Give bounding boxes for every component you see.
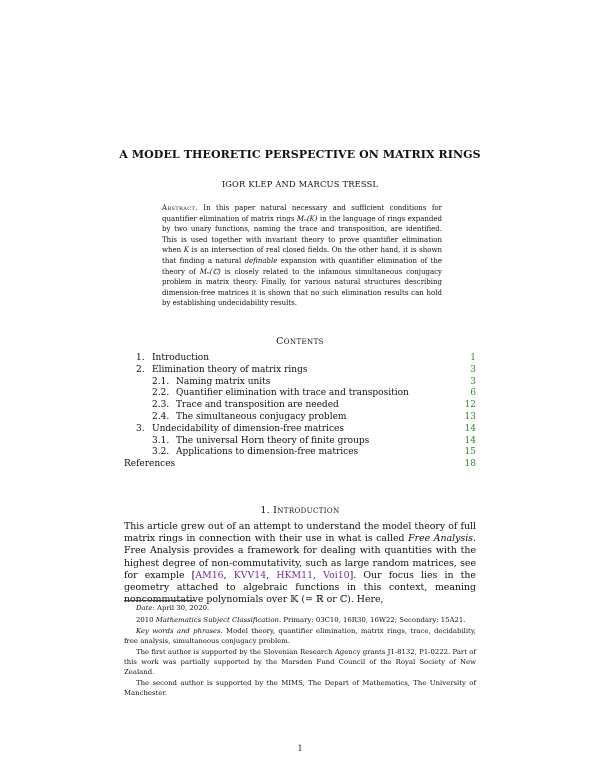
footnote-keywords xyxy=(124,627,476,646)
toc-entry[interactable] xyxy=(124,459,476,471)
citation-link[interactable]: HKM11 xyxy=(276,569,314,581)
toc-label: Quantifier elimination with trace and transposition xyxy=(176,388,409,399)
toc-label: Undecidability of dimension-free matrices xyxy=(152,423,344,434)
toc-page-link[interactable]: 18 xyxy=(464,459,476,470)
footnote-support-first-author: The first author is supported by the Slovenian Research Agency grants J1-8132, P1-0222. Part of this work was partially supported by the Marsden Fund Council of the Royal Society of New Zealand. xyxy=(124,648,476,676)
toc-number: 3.1. xyxy=(152,435,170,446)
toc-number: 2.3. xyxy=(152,400,170,411)
footnote-label: Key words and phrases. xyxy=(136,627,223,636)
intro-paragraph xyxy=(124,521,476,606)
citation-link[interactable]: AM16 xyxy=(195,569,224,581)
footnote-text: : April 30, 2020. xyxy=(152,604,210,612)
abstract-text: in the language of rings expanded by two unary functions, naming the trace and transposition, are identified. This is used together with invariant theory to prove quantifier elimination when xyxy=(162,214,442,255)
abstract-label: Abstract. xyxy=(162,204,198,212)
toc-page-link[interactable]: 1 xyxy=(470,353,476,363)
toc-entry[interactable] xyxy=(124,436,476,448)
toc-number: 3.2. xyxy=(152,447,170,458)
toc-entry[interactable] xyxy=(124,388,476,400)
footnote-date xyxy=(124,604,476,614)
page-number: 1 xyxy=(297,744,303,753)
abstract xyxy=(162,203,442,309)
footnote-text: 2010 xyxy=(136,615,156,624)
body-emphasis: Free Analysis xyxy=(408,533,473,545)
toc-number: 1. xyxy=(136,353,145,363)
contents-heading: Contents xyxy=(276,336,324,347)
citation-separator: , xyxy=(223,569,234,581)
toc-page-link[interactable]: 13 xyxy=(464,411,476,422)
toc-page-link[interactable]: 3 xyxy=(470,364,476,375)
body-text: This article grew out of an attempt to understand the model theory of full matrix rings in connection with their use in what is called xyxy=(124,521,476,545)
body-text: . Free Analysis provides a framework for dealing with quantities with the highest degree of non-commutativity, such as large random matrices, see for example [ xyxy=(124,533,476,581)
abstract-math: Mₙ(K) xyxy=(296,214,318,223)
toc-label: The universal Horn theory of finite groups xyxy=(176,435,370,446)
toc-page-link[interactable]: 14 xyxy=(464,423,476,434)
toc-label: Introduction xyxy=(152,353,209,363)
toc-number: 2.1. xyxy=(152,376,170,387)
toc-page-link[interactable]: 3 xyxy=(470,376,476,387)
toc-number: 2.2. xyxy=(152,388,170,399)
toc-label: References xyxy=(124,459,176,470)
abstract-text: In this paper natural necessary and sufficient conditions for quantifier elimination of matrix rings xyxy=(162,204,442,223)
section-heading xyxy=(0,505,600,516)
toc-entry[interactable] xyxy=(124,377,476,389)
section-number: 1. xyxy=(260,505,270,516)
footnote-label: Mathematics Subject Classification. xyxy=(155,615,282,624)
section-title: Introduction xyxy=(273,505,340,516)
footnotes xyxy=(124,604,476,700)
abstract-text: is closely related to the infamous simultaneous conjugacy problem in matrix theory. Finally, for various natural structures describing dimension-free matrices it is shown that no such elimination results can hold by establishing undecidability results. xyxy=(162,267,443,308)
body-text: ]. Our focus lies in the geometry attached to algebraic functions in this context, meaning noncommutative polynomials over 𝕂 (= ℝ or ℂ). Here, xyxy=(124,569,476,606)
toc-number: 3. xyxy=(136,423,145,434)
toc-entry[interactable] xyxy=(124,424,476,436)
toc-entry[interactable] xyxy=(124,412,476,424)
toc-label: The simultaneous conjugacy problem xyxy=(176,411,347,422)
citation-link[interactable]: Voi10 xyxy=(323,569,350,581)
footnote-rule xyxy=(124,600,196,601)
abstract-math: K xyxy=(183,246,190,255)
footnote-support-second-author: The second author is supported by the MIMS, The Depart of Mathematics, The University of Manchester. xyxy=(124,679,476,697)
toc-number: 2. xyxy=(136,364,145,375)
toc-page-link[interactable]: 12 xyxy=(464,400,476,411)
toc-page-link[interactable]: 14 xyxy=(464,435,476,446)
toc-page-link[interactable]: 6 xyxy=(470,388,476,399)
toc-label: Applications to dimension-free matrices xyxy=(176,447,359,458)
toc-label: Elimination theory of matrix rings xyxy=(152,364,308,375)
toc-number: 2.4. xyxy=(152,411,170,422)
citation-link[interactable]: KVV14 xyxy=(233,569,267,581)
toc-entry[interactable] xyxy=(124,447,476,459)
footnote-label: Date xyxy=(136,604,153,612)
toc-label: Trace and transposition are needed xyxy=(176,400,339,411)
toc-entry[interactable] xyxy=(124,353,476,365)
citation-separator: , xyxy=(266,569,277,581)
citation-separator: , xyxy=(313,569,324,581)
paper-title: A MODEL THEORETIC PERSPECTIVE ON MATRIX RINGS xyxy=(119,148,481,161)
table-of-contents xyxy=(124,353,476,471)
footnote-msc xyxy=(124,616,476,626)
footnote-text: Model theory, quantifier elimination, matrix rings, trace, decidability, free analysis, simultaneous conjugacy problem. xyxy=(124,627,476,645)
toc-entry[interactable] xyxy=(124,365,476,377)
footnote-text: Primary: 03C10, 16R30, 16W22; Secondary: 15A21. xyxy=(281,615,466,624)
abstract-math: Mₙ(ℂ) xyxy=(199,267,221,276)
abstract-text: is an intersection of real closed fields. On the other hand, it is shown that finding a natural xyxy=(162,246,442,265)
abstract-text: expansion with quantifier elimination of the theory of xyxy=(162,256,443,276)
toc-entry[interactable] xyxy=(124,400,476,412)
toc-label: Naming matrix units xyxy=(176,376,271,387)
toc-page-link[interactable]: 15 xyxy=(464,447,476,458)
abstract-emphasis: definable xyxy=(244,256,278,265)
authors: IGOR KLEP AND MARCUS TRESSL xyxy=(221,179,379,189)
